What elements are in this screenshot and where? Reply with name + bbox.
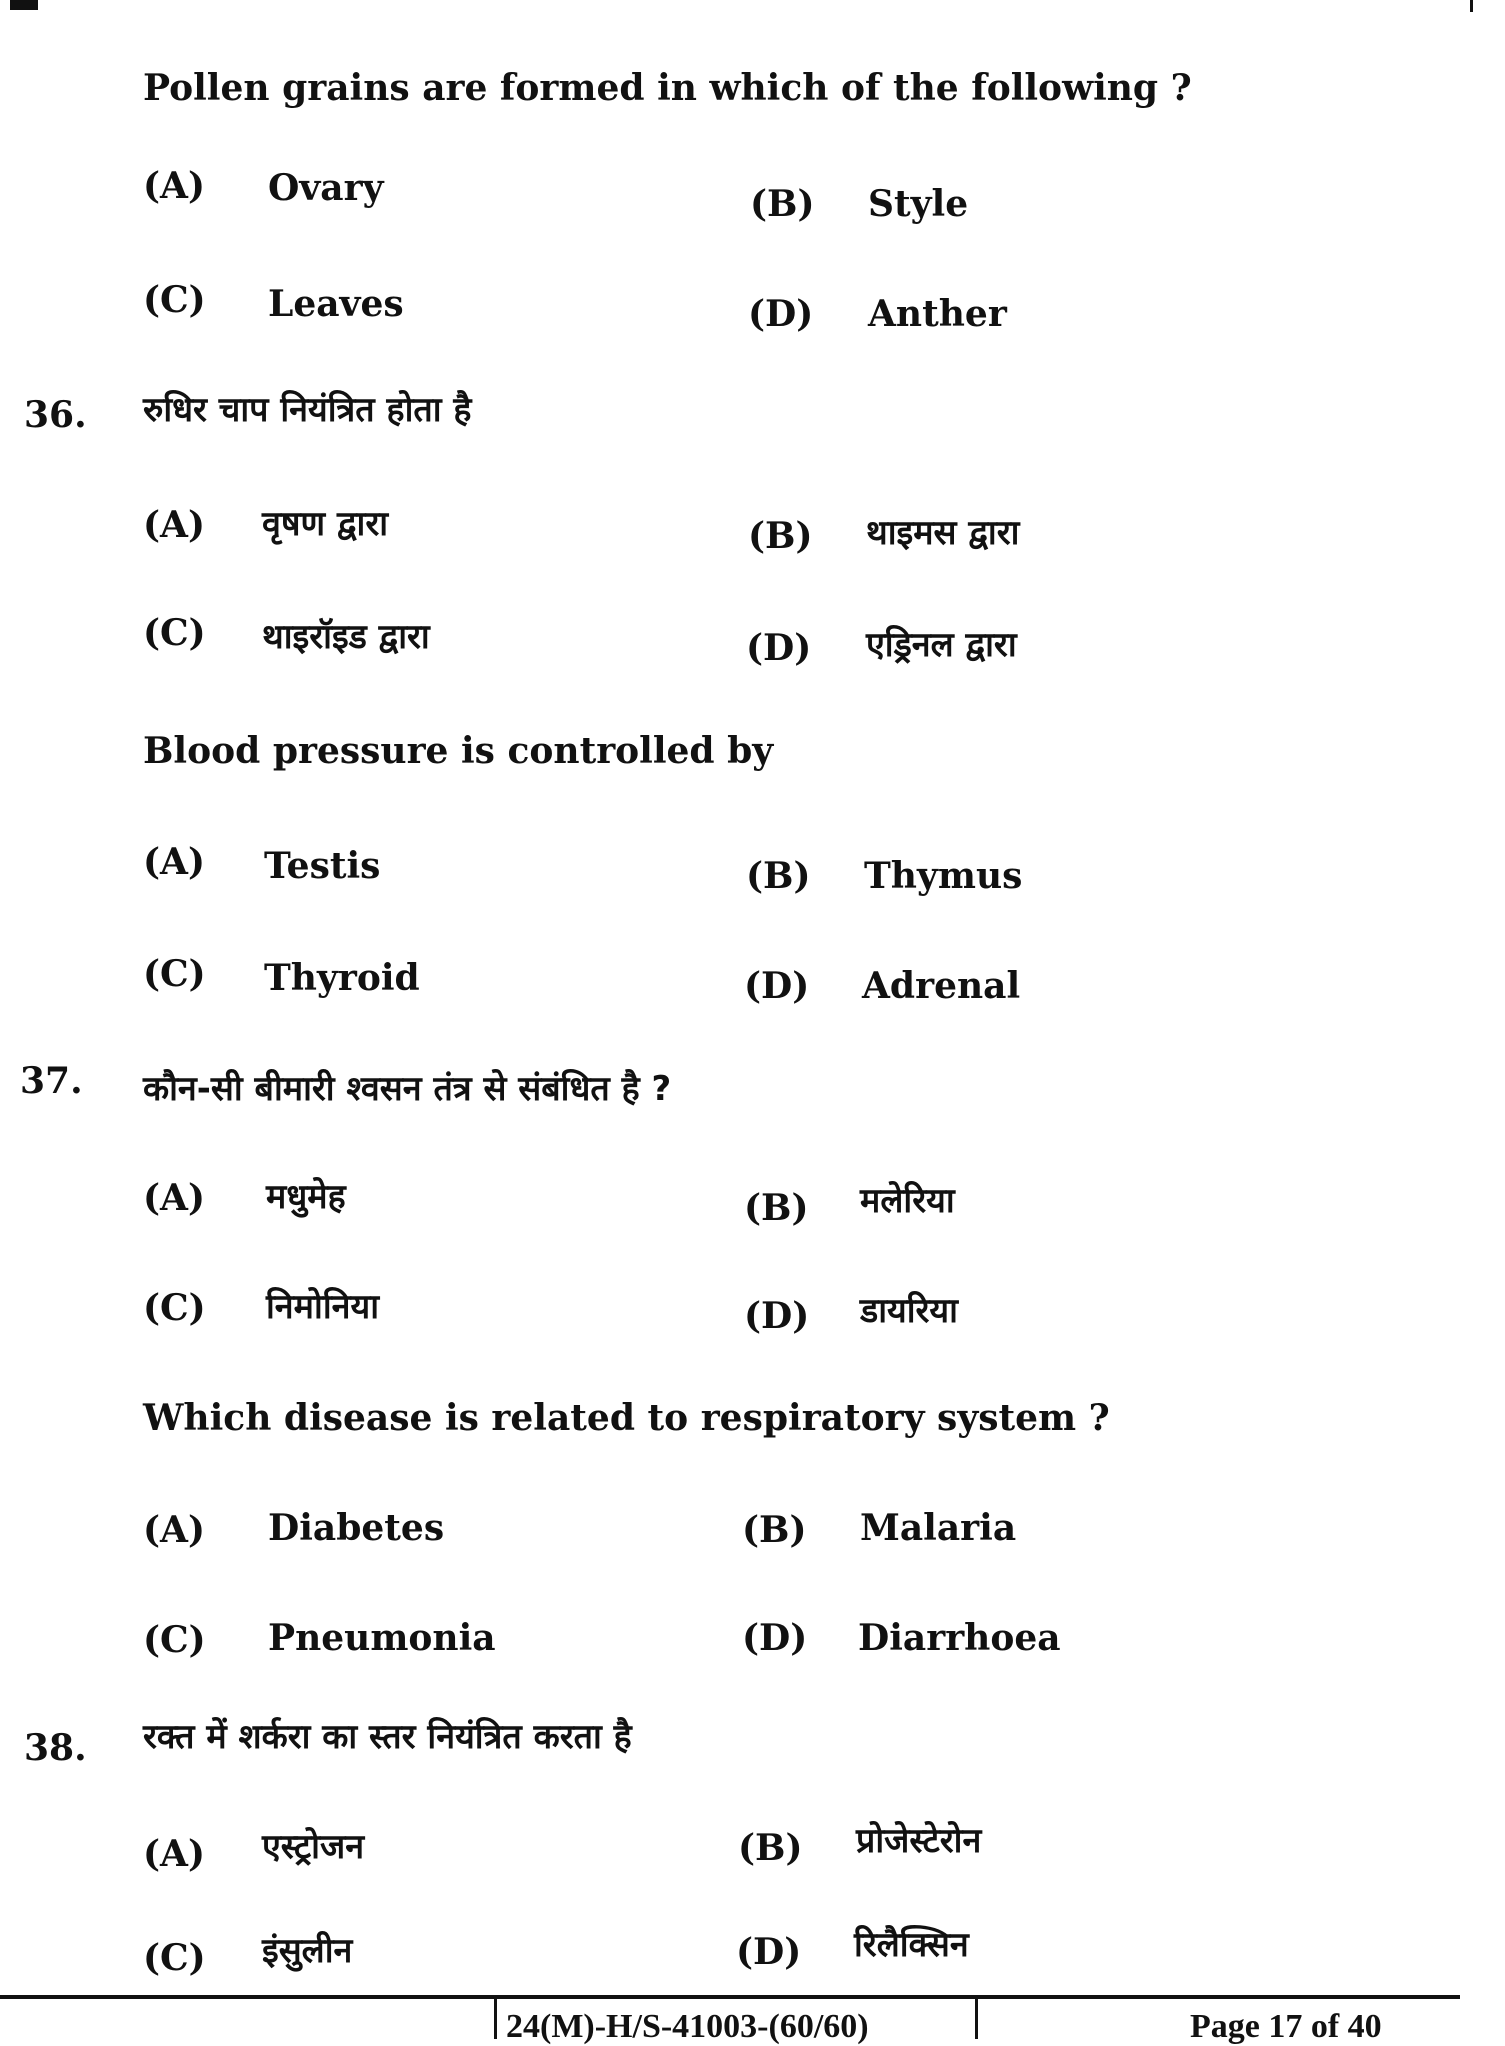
option-label: (B)	[748, 515, 813, 557]
option-label: (C)	[143, 612, 206, 654]
option-text: Ovary	[268, 167, 384, 209]
option-label: (C)	[143, 1937, 206, 1979]
option-text: डायरिया	[860, 1291, 958, 1331]
option-text: एस्ट्रोजन	[262, 1827, 365, 1867]
option-text: रिलैक्सिन	[854, 1925, 969, 1965]
option-label: (B)	[742, 1509, 807, 1551]
option-label: (B)	[750, 183, 815, 225]
option-text: वृषण द्वारा	[262, 504, 389, 544]
footer-code: 24(M)-H/S-41003-(60/60)	[506, 2008, 869, 2045]
option-label: (A)	[143, 841, 205, 883]
option-label: (B)	[744, 1187, 809, 1229]
page-number: Page 17 of 40	[1190, 2008, 1382, 2045]
option-text: Diabetes	[268, 1507, 445, 1549]
option-text: निमोनिया	[266, 1287, 380, 1327]
option-text: एड्रिनल द्वारा	[866, 625, 1017, 665]
option-text: Style	[868, 183, 969, 225]
option-text: थाइमस द्वारा	[866, 513, 1020, 553]
option-label: (C)	[143, 1287, 206, 1329]
option-text: प्रोजेस्टेरोन	[856, 1821, 982, 1861]
question-text: Blood pressure is controlled by	[143, 730, 774, 772]
option-label: (A)	[143, 504, 205, 546]
option-text: Thymus	[864, 855, 1023, 897]
option-label: (B)	[738, 1827, 803, 1869]
option-text: Malaria	[860, 1507, 1017, 1549]
option-text: मधुमेह	[266, 1177, 346, 1217]
option-label: (C)	[143, 279, 206, 321]
option-label: (A)	[143, 1833, 205, 1875]
option-label: (B)	[746, 855, 811, 897]
option-text: Testis	[264, 845, 381, 887]
question-text-hindi: कौन-सी बीमारी श्वसन तंत्र से संबंधित है ?	[143, 1069, 672, 1109]
question-text-hindi: रक्त में शर्करा का स्तर नियंत्रित करता है	[143, 1717, 632, 1757]
option-label: (D)	[742, 1617, 808, 1659]
option-label: (A)	[143, 165, 205, 207]
option-text: Pneumonia	[268, 1617, 496, 1659]
option-label: (A)	[143, 1177, 205, 1219]
option-label: (C)	[143, 953, 206, 995]
option-label: (D)	[748, 293, 814, 335]
option-text: Adrenal	[862, 965, 1021, 1007]
option-text: मलेरिया	[860, 1181, 955, 1221]
option-label: (D)	[746, 627, 812, 669]
question-text: Which disease is related to respiratory system ?	[143, 1397, 1110, 1439]
option-text: इंसुलीन	[262, 1931, 353, 1971]
option-text: थाइरॉइड द्वारा	[262, 617, 430, 657]
question-number: 37.	[20, 1060, 83, 1102]
question-number: 38.	[24, 1727, 87, 1769]
question-number: 36.	[24, 394, 87, 436]
option-text: Thyroid	[264, 957, 420, 999]
option-text: Diarrhoea	[858, 1617, 1061, 1659]
option-text: Leaves	[268, 283, 404, 325]
question-text-hindi: रुधिर चाप नियंत्रित होता है	[143, 390, 472, 430]
scan-artifact	[1470, 0, 1473, 12]
question-text: Pollen grains are formed in which of the following ?	[143, 67, 1192, 109]
scan-artifact	[10, 0, 38, 10]
option-label: (D)	[736, 1931, 802, 1973]
option-label: (D)	[744, 965, 810, 1007]
option-label: (D)	[744, 1295, 810, 1337]
option-label: (C)	[143, 1619, 206, 1661]
option-text: Anther	[868, 293, 1007, 335]
option-label: (A)	[143, 1509, 205, 1551]
